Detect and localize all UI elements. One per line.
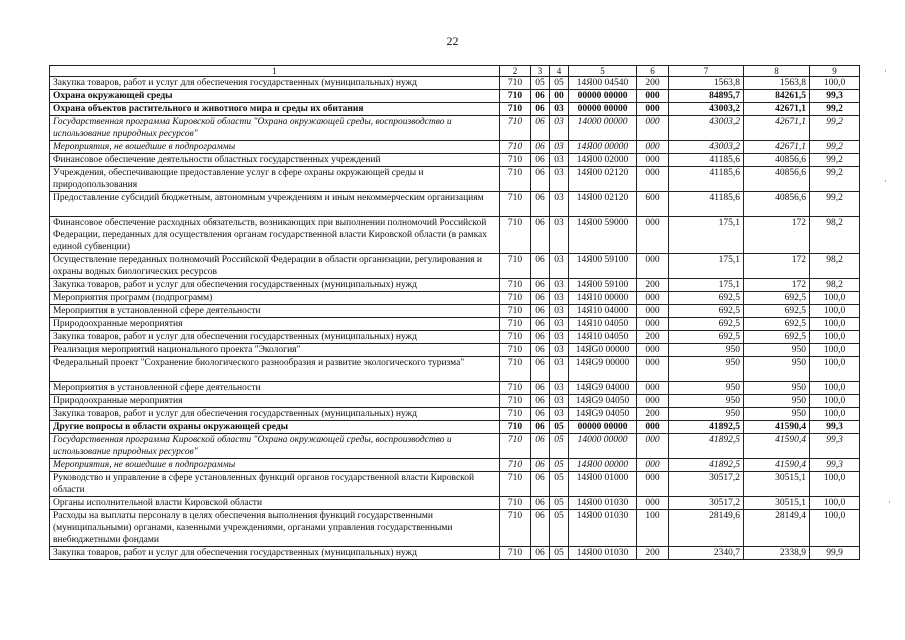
page-number: 22 [446,34,459,48]
row-plan-cell: 43003,2 [669,103,744,116]
row-plan-cell: 692,5 [669,318,744,331]
table-row [50,344,860,357]
row-name-cell: Закупка товаров, работ и услуг для обеспечения государственных (муниципальных) нужд [50,331,500,344]
row-actual-cell: 41590,4 [744,434,810,459]
row-expense-type-cell: 000 [637,434,669,459]
row-name-cell: Природоохранные мероприятия [50,395,500,408]
row-name-cell: Мероприятия программ (подпрограмм) [50,292,500,305]
table-row [50,382,860,395]
row-section-cell: 06 [531,395,550,408]
row-section-cell: 06 [531,167,550,192]
row-code-cell: 710 [500,408,531,421]
row-section-cell: 06 [531,472,550,497]
row-subsection-cell: 03 [550,331,569,344]
table-row [50,217,860,254]
row-actual-cell: 41590,4 [744,421,810,434]
row-section-cell: 06 [531,154,550,167]
row-name-cell: Государственная программа Кировской области "Охрана окружающей среды, воспроизводство и использование природных ресурсов" [50,434,500,459]
row-code-cell: 710 [500,292,531,305]
row-expense-type-cell: 000 [637,382,669,395]
row-actual-cell: 692,5 [744,318,810,331]
row-subsection-cell: 03 [550,408,569,421]
row-percent-cell: 99,3 [810,459,860,472]
row-target-article-cell: 14000 00000 [569,116,637,141]
table-row [50,459,860,472]
row-actual-cell: 40856,6 [744,154,810,167]
row-target-article-cell: 14Я00 02120 [569,167,637,192]
row-expense-type-cell: 000 [637,459,669,472]
row-actual-cell: 1563,8 [744,77,810,90]
table-row [50,318,860,331]
row-target-article-cell: 00000 00000 [569,103,637,116]
row-actual-cell: 950 [744,357,810,382]
row-expense-type-cell: 200 [637,331,669,344]
row-subsection-cell: 03 [550,192,569,217]
row-expense-type-cell: 000 [637,497,669,510]
row-actual-cell: 40856,6 [744,192,810,217]
row-subsection-cell: 05 [550,459,569,472]
row-percent-cell: 100,0 [810,382,860,395]
table-row [50,167,860,192]
row-code-cell: 710 [500,344,531,357]
row-code-cell: 710 [500,472,531,497]
row-actual-cell: 950 [744,408,810,421]
table-row [50,141,860,154]
row-code-cell: 710 [500,510,531,547]
row-actual-cell: 692,5 [744,292,810,305]
row-expense-type-cell: 000 [637,292,669,305]
row-section-cell: 05 [531,77,550,90]
row-name-cell: Мероприятия, не вошедшие в подпрограммы [50,141,500,154]
table-row [50,279,860,292]
row-actual-cell: 30515,1 [744,497,810,510]
row-subsection-cell: 03 [550,279,569,292]
row-subsection-cell: 03 [550,141,569,154]
row-percent-cell: 99,2 [810,116,860,141]
row-plan-cell: 950 [669,357,744,382]
table-row [50,292,860,305]
row-plan-cell: 2340,7 [669,547,744,560]
row-code-cell: 710 [500,167,531,192]
row-name-cell: Предоставление субсидий бюджетным, автономным учреждениям и иным некоммерческим организациям [50,192,500,217]
row-expense-type-cell: 200 [637,77,669,90]
table-row [50,103,860,116]
row-name-cell: Федеральный проект "Сохранение биологического разнообразия и развитие экологического туризма" [50,357,500,382]
row-section-cell: 06 [531,217,550,254]
row-expense-type-cell: 100 [637,510,669,547]
row-code-cell: 710 [500,254,531,279]
row-plan-cell: 41185,6 [669,192,744,217]
row-percent-cell: 99,3 [810,421,860,434]
row-percent-cell: 98,2 [810,217,860,254]
row-percent-cell: 100,0 [810,344,860,357]
table-row [50,408,860,421]
row-expense-type-cell: 000 [637,395,669,408]
row-subsection-cell: 03 [550,167,569,192]
row-name-cell: Закупка товаров, работ и услуг для обеспечения государственных (муниципальных) нужд [50,77,500,90]
header-cell: 5 [569,66,637,77]
row-section-cell: 06 [531,459,550,472]
row-subsection-cell: 05 [550,547,569,560]
row-section-cell: 06 [531,141,550,154]
table-row [50,497,860,510]
row-actual-cell: 42671,1 [744,141,810,154]
header-cell: 1 [50,66,500,77]
row-actual-cell: 28149,4 [744,510,810,547]
row-plan-cell: 175,1 [669,254,744,279]
row-target-article-cell: 14Я00 59000 [569,217,637,254]
row-percent-cell: 100,0 [810,292,860,305]
row-subsection-cell: 03 [550,217,569,254]
row-target-article-cell: 14Я00 02120 [569,192,637,217]
row-actual-cell: 692,5 [744,305,810,318]
row-plan-cell: 43003,2 [669,116,744,141]
row-code-cell: 710 [500,217,531,254]
row-target-article-cell: 14Я00 02000 [569,154,637,167]
row-name-cell: Закупка товаров, работ и услуг для обеспечения государственных (муниципальных) нужд [50,279,500,292]
row-target-article-cell: 14Я00 01000 [569,472,637,497]
row-expense-type-cell: 000 [637,141,669,154]
row-actual-cell: 2338,9 [744,547,810,560]
row-section-cell: 06 [531,318,550,331]
scan-speck: · [884,176,887,186]
row-code-cell: 710 [500,154,531,167]
row-target-article-cell: 14Я00 01030 [569,497,637,510]
row-expense-type-cell: 000 [637,90,669,103]
table-row [50,421,860,434]
table-row [50,331,860,344]
row-plan-cell: 692,5 [669,331,744,344]
row-code-cell: 710 [500,382,531,395]
row-expense-type-cell: 000 [637,305,669,318]
table-row [50,357,860,382]
row-plan-cell: 84895,7 [669,90,744,103]
row-plan-cell: 43003,2 [669,141,744,154]
row-plan-cell: 950 [669,408,744,421]
row-section-cell: 06 [531,421,550,434]
row-subsection-cell: 05 [550,77,569,90]
row-section-cell: 06 [531,357,550,382]
row-percent-cell: 100,0 [810,77,860,90]
row-name-cell: Осуществление переданных полномочий Российской Федерации в области организации, регулирования и охраны водных биологических ресурсов [50,254,500,279]
row-subsection-cell: 03 [550,254,569,279]
row-name-cell: Финансовое обеспечение расходных обязательств, возникающих при выполнении полномочий Российской Федерации, переданных для осуществления органам государственной власти Кировской области (в рамках единой субвенции) [50,217,500,254]
row-section-cell: 06 [531,510,550,547]
row-section-cell: 06 [531,408,550,421]
row-target-article-cell: 14000 00000 [569,434,637,459]
row-target-article-cell: 14Я00 59100 [569,279,637,292]
row-section-cell: 06 [531,344,550,357]
row-target-article-cell: 14Я10 00000 [569,292,637,305]
header-cell: 9 [810,66,860,77]
row-target-article-cell: 14Я10 04000 [569,305,637,318]
row-code-cell: 710 [500,192,531,217]
table-row [50,254,860,279]
row-actual-cell: 950 [744,382,810,395]
row-expense-type-cell: 000 [637,116,669,141]
header-cell: 2 [500,66,531,77]
row-code-cell: 710 [500,103,531,116]
row-actual-cell: 41590,4 [744,459,810,472]
row-target-article-cell: 14Я10 04050 [569,331,637,344]
row-code-cell: 710 [500,547,531,560]
row-section-cell: 06 [531,547,550,560]
row-name-cell: Учреждения, обеспечивающие предоставление услуг в сфере охраны окружающей среды и природопользования [50,167,500,192]
row-code-cell: 710 [500,77,531,90]
table-row [50,305,860,318]
row-target-article-cell: 14Я00 01030 [569,547,637,560]
row-percent-cell: 100,0 [810,408,860,421]
row-code-cell: 710 [500,357,531,382]
row-actual-cell: 692,5 [744,331,810,344]
row-actual-cell: 42671,1 [744,103,810,116]
row-percent-cell: 100,0 [810,510,860,547]
scan-speck: · [884,66,887,76]
table-row [50,154,860,167]
table-row [50,90,860,103]
row-target-article-cell: 14ЯG9 04000 [569,382,637,395]
row-subsection-cell: 03 [550,318,569,331]
row-code-cell: 710 [500,395,531,408]
row-expense-type-cell: 000 [637,421,669,434]
row-percent-cell: 99,2 [810,154,860,167]
row-target-article-cell: 14ЯG9 00000 [569,357,637,382]
row-subsection-cell: 05 [550,497,569,510]
row-subsection-cell: 00 [550,90,569,103]
row-section-cell: 06 [531,292,550,305]
row-section-cell: 06 [531,331,550,344]
row-plan-cell: 950 [669,382,744,395]
row-code-cell: 710 [500,434,531,459]
row-plan-cell: 950 [669,395,744,408]
row-section-cell: 06 [531,382,550,395]
row-subsection-cell: 05 [550,421,569,434]
row-percent-cell: 100,0 [810,497,860,510]
row-name-cell: Руководство и управление в сфере установленных функций органов государственной власти Кировской области [50,472,500,497]
row-code-cell: 710 [500,318,531,331]
table-row [50,395,860,408]
row-target-article-cell: 14Я00 00000 [569,141,637,154]
row-percent-cell: 100,0 [810,305,860,318]
row-actual-cell: 950 [744,395,810,408]
row-plan-cell: 1563,8 [669,77,744,90]
row-plan-cell: 692,5 [669,292,744,305]
row-percent-cell: 99,3 [810,90,860,103]
table-row [50,192,860,217]
row-expense-type-cell: 200 [637,547,669,560]
row-name-cell: Мероприятия, не вошедшие в подпрограммы [50,459,500,472]
row-section-cell: 06 [531,90,550,103]
row-subsection-cell: 03 [550,382,569,395]
row-percent-cell: 100,0 [810,331,860,344]
row-name-cell: Охрана окружающей среды [50,90,500,103]
row-expense-type-cell: 600 [637,192,669,217]
row-plan-cell: 175,1 [669,217,744,254]
row-target-article-cell: 14Я10 04050 [569,318,637,331]
row-expense-type-cell: 000 [637,357,669,382]
row-code-cell: 710 [500,497,531,510]
row-subsection-cell: 03 [550,344,569,357]
row-code-cell: 710 [500,141,531,154]
row-plan-cell: 41892,5 [669,421,744,434]
row-percent-cell: 98,2 [810,254,860,279]
row-name-cell: Реализация мероприятий национального проекта "Экология" [50,344,500,357]
table-row [50,547,860,560]
row-name-cell: Другие вопросы в области охраны окружающей среды [50,421,500,434]
row-expense-type-cell: 200 [637,279,669,292]
row-percent-cell: 99,2 [810,192,860,217]
row-expense-type-cell: 000 [637,167,669,192]
row-percent-cell: 100,0 [810,357,860,382]
row-expense-type-cell: 000 [637,154,669,167]
row-target-article-cell: 14Я00 00000 [569,459,637,472]
table-row [50,77,860,90]
row-plan-cell: 30517,2 [669,472,744,497]
row-subsection-cell: 03 [550,305,569,318]
header-cell: 7 [669,66,744,77]
row-code-cell: 710 [500,90,531,103]
row-subsection-cell: 05 [550,510,569,547]
row-plan-cell: 41185,6 [669,167,744,192]
row-name-cell: Государственная программа Кировской области "Охрана окружающей среды, воспроизводство и использование природных ресурсов" [50,116,500,141]
row-target-article-cell: 14Я00 01030 [569,510,637,547]
row-section-cell: 06 [531,254,550,279]
row-subsection-cell: 03 [550,395,569,408]
row-expense-type-cell: 200 [637,408,669,421]
row-target-article-cell: 14ЯG0 00000 [569,344,637,357]
row-plan-cell: 41185,6 [669,154,744,167]
header-cell: 6 [637,66,669,77]
row-actual-cell: 84261,5 [744,90,810,103]
row-section-cell: 06 [531,497,550,510]
header-cell: 4 [550,66,569,77]
row-expense-type-cell: 000 [637,254,669,279]
row-subsection-cell: 03 [550,292,569,305]
row-expense-type-cell: 000 [637,344,669,357]
row-plan-cell: 28149,6 [669,510,744,547]
row-subsection-cell: 03 [550,154,569,167]
row-actual-cell: 172 [744,254,810,279]
row-name-cell: Закупка товаров, работ и услуг для обеспечения государственных (муниципальных) нужд [50,408,500,421]
row-code-cell: 710 [500,421,531,434]
row-actual-cell: 30515,1 [744,472,810,497]
row-target-article-cell: 14ЯG9 04050 [569,408,637,421]
table-row [50,472,860,497]
row-percent-cell: 100,0 [810,472,860,497]
row-expense-type-cell: 000 [637,103,669,116]
row-code-cell: 710 [500,305,531,318]
row-section-cell: 06 [531,116,550,141]
row-name-cell: Природоохранные мероприятия [50,318,500,331]
row-code-cell: 710 [500,459,531,472]
table-row [50,116,860,141]
row-plan-cell: 692,5 [669,305,744,318]
row-section-cell: 06 [531,103,550,116]
row-expense-type-cell: 000 [637,217,669,254]
row-name-cell: Мероприятия в установленной сфере деятельности [50,305,500,318]
row-percent-cell: 98,2 [810,279,860,292]
row-name-cell: Охрана объектов растительного и животного мира и среды их обитания [50,103,500,116]
row-percent-cell: 99,2 [810,167,860,192]
row-actual-cell: 42671,1 [744,116,810,141]
row-section-cell: 06 [531,192,550,217]
row-plan-cell: 175,1 [669,279,744,292]
header-cell: 8 [744,66,810,77]
budget-table [49,65,860,560]
row-name-cell: Органы исполнительной власти Кировской области [50,497,500,510]
header-cell: 3 [531,66,550,77]
row-target-article-cell: 00000 00000 [569,421,637,434]
row-percent-cell: 99,2 [810,141,860,154]
row-name-cell: Финансовое обеспечение деятельности областных государственных учреждений [50,154,500,167]
row-percent-cell: 100,0 [810,395,860,408]
row-subsection-cell: 05 [550,434,569,459]
row-percent-cell: 99,9 [810,547,860,560]
table-row [50,510,860,547]
row-section-cell: 06 [531,434,550,459]
row-expense-type-cell: 000 [637,318,669,331]
row-subsection-cell: 03 [550,357,569,382]
row-plan-cell: 30517,2 [669,497,744,510]
row-percent-cell: 100,0 [810,318,860,331]
row-plan-cell: 41892,5 [669,459,744,472]
row-actual-cell: 40856,6 [744,167,810,192]
row-subsection-cell: 05 [550,472,569,497]
scan-speck: · [888,497,891,507]
row-name-cell: Закупка товаров, работ и услуг для обеспечения государственных (муниципальных) нужд [50,547,500,560]
row-subsection-cell: 03 [550,116,569,141]
table-row [50,434,860,459]
row-code-cell: 710 [500,331,531,344]
row-section-cell: 06 [531,279,550,292]
row-actual-cell: 172 [744,217,810,254]
row-expense-type-cell: 000 [637,472,669,497]
row-target-article-cell: 00000 00000 [569,90,637,103]
row-target-article-cell: 14Я00 59100 [569,254,637,279]
row-percent-cell: 99,2 [810,103,860,116]
row-name-cell: Мероприятия в установленной сфере деятельности [50,382,500,395]
row-section-cell: 06 [531,305,550,318]
row-plan-cell: 41892,5 [669,434,744,459]
row-percent-cell: 99,3 [810,434,860,459]
row-name-cell: Расходы на выплаты персоналу в целях обеспечения выполнения функций государственными (муниципальными) органами, казенными учреждениями, органами управления государственными внебюджетными фондами [50,510,500,547]
row-subsection-cell: 03 [550,103,569,116]
table-header-row [50,66,860,77]
row-code-cell: 710 [500,279,531,292]
row-plan-cell: 950 [669,344,744,357]
row-actual-cell: 950 [744,344,810,357]
row-actual-cell: 172 [744,279,810,292]
row-target-article-cell: 14ЯG9 04050 [569,395,637,408]
row-target-article-cell: 14Я00 04540 [569,77,637,90]
row-code-cell: 710 [500,116,531,141]
